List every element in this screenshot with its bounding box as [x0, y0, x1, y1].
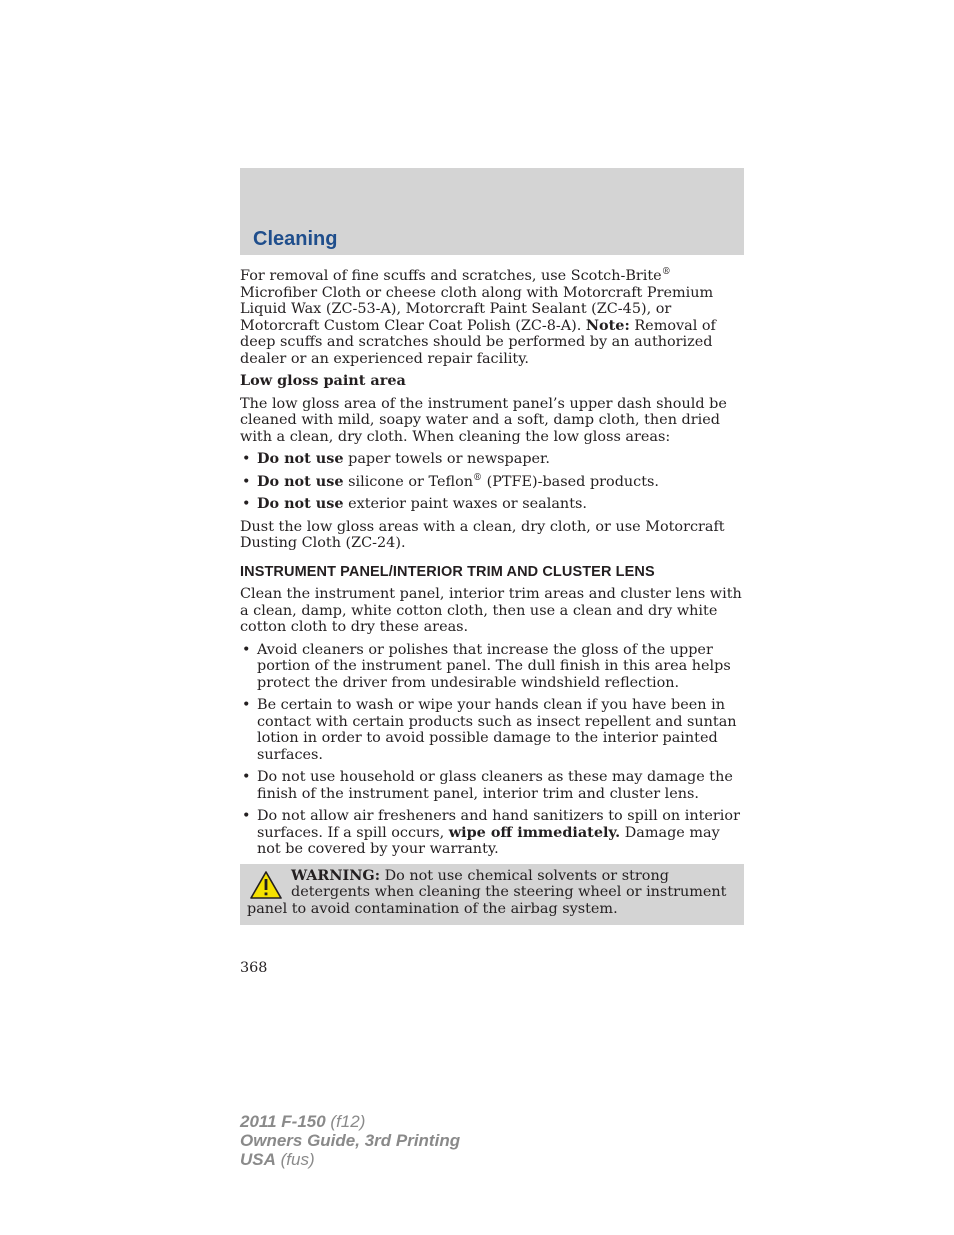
warning-text: WARNING: Do not use chemical solvents or strong detergents when cleaning the steering wheel or instrument panel to avoid contamination of the airbag system. — [247, 866, 727, 917]
section-title: Cleaning — [253, 228, 338, 250]
footer-line-model: 2011 F-150 (f12) — [240, 1112, 366, 1131]
section-header-bar — [240, 168, 744, 255]
intro-paragraph: For removal of fine scuffs and scratches, use Scotch-Brite® Microfiber Cloth or cheese cloth along with Motorcraft Premium Liquid Wax (ZC-53-A), Motorcraft Paint Sealant (ZC-45), or Motorcraft Custom Clear Coat Polish (ZC-8-A). Note: Removal of deep scuffs and scratches should be performed by an authorized dealer or an experienced repair facility. — [240, 267, 716, 367]
footer-line-region: USA (fus) — [240, 1150, 315, 1169]
list-item: • Do not use silicone or Teflon® (PTFE)-based products. — [242, 472, 659, 490]
instrument-panel-heading: INSTRUMENT PANEL/INTERIOR TRIM AND CLUSTER LENS — [240, 563, 655, 580]
dusting-paragraph: Dust the low gloss areas with a clean, dry cloth, or use Motorcraft Dusting Cloth (ZC-24). — [240, 518, 725, 551]
page-content — [240, 268, 744, 925]
list-item: • Avoid cleaners or polishes that increase the gloss of the upper portion of the instrument panel. The dull finish in this area helps protect the driver from undesirable windshield reflection. — [242, 641, 731, 691]
warning-triangle-icon — [249, 870, 283, 900]
list-item: • Do not allow air fresheners and hand sanitizers to spill on interior surfaces. If a spill occurs, wipe off immediately. Damage may not be covered by your warranty. — [242, 808, 740, 857]
document-footer — [240, 1112, 460, 1169]
list-item: • Do not use exterior paint waxes or sealants. — [242, 495, 587, 512]
list-item: • Be certain to wash or wipe your hands clean if you have been in contact with certain products such as insect repellent and suntan lotion in order to avoid possible damage to the interior painted surfaces. — [242, 697, 737, 763]
footer-line-guide: Owners Guide, 3rd Printing — [240, 1131, 461, 1150]
list-item: • Do not use paper towels or newspaper. — [242, 450, 550, 467]
warning-box — [240, 864, 744, 926]
page-number: 368 — [240, 960, 268, 976]
low-gloss-heading: Low gloss paint area — [240, 372, 406, 389]
low-gloss-list — [240, 451, 744, 513]
list-item: • Do not use household or glass cleaners as these may damage the finish of the instrument panel, interior trim and cluster lens. — [242, 769, 733, 802]
instrument-panel-paragraph: Clean the instrument panel, interior trim areas and cluster lens with a clean, damp, white cotton cloth, then use a clean and dry white cotton cloth to dry these areas. — [240, 586, 742, 635]
instrument-panel-list — [240, 642, 744, 858]
low-gloss-paragraph: The low gloss area of the instrument panel’s upper dash should be cleaned with mild, soapy water and a soft, damp cloth, then dried with a clean, dry cloth. When cleaning the low gloss areas: — [240, 395, 727, 445]
